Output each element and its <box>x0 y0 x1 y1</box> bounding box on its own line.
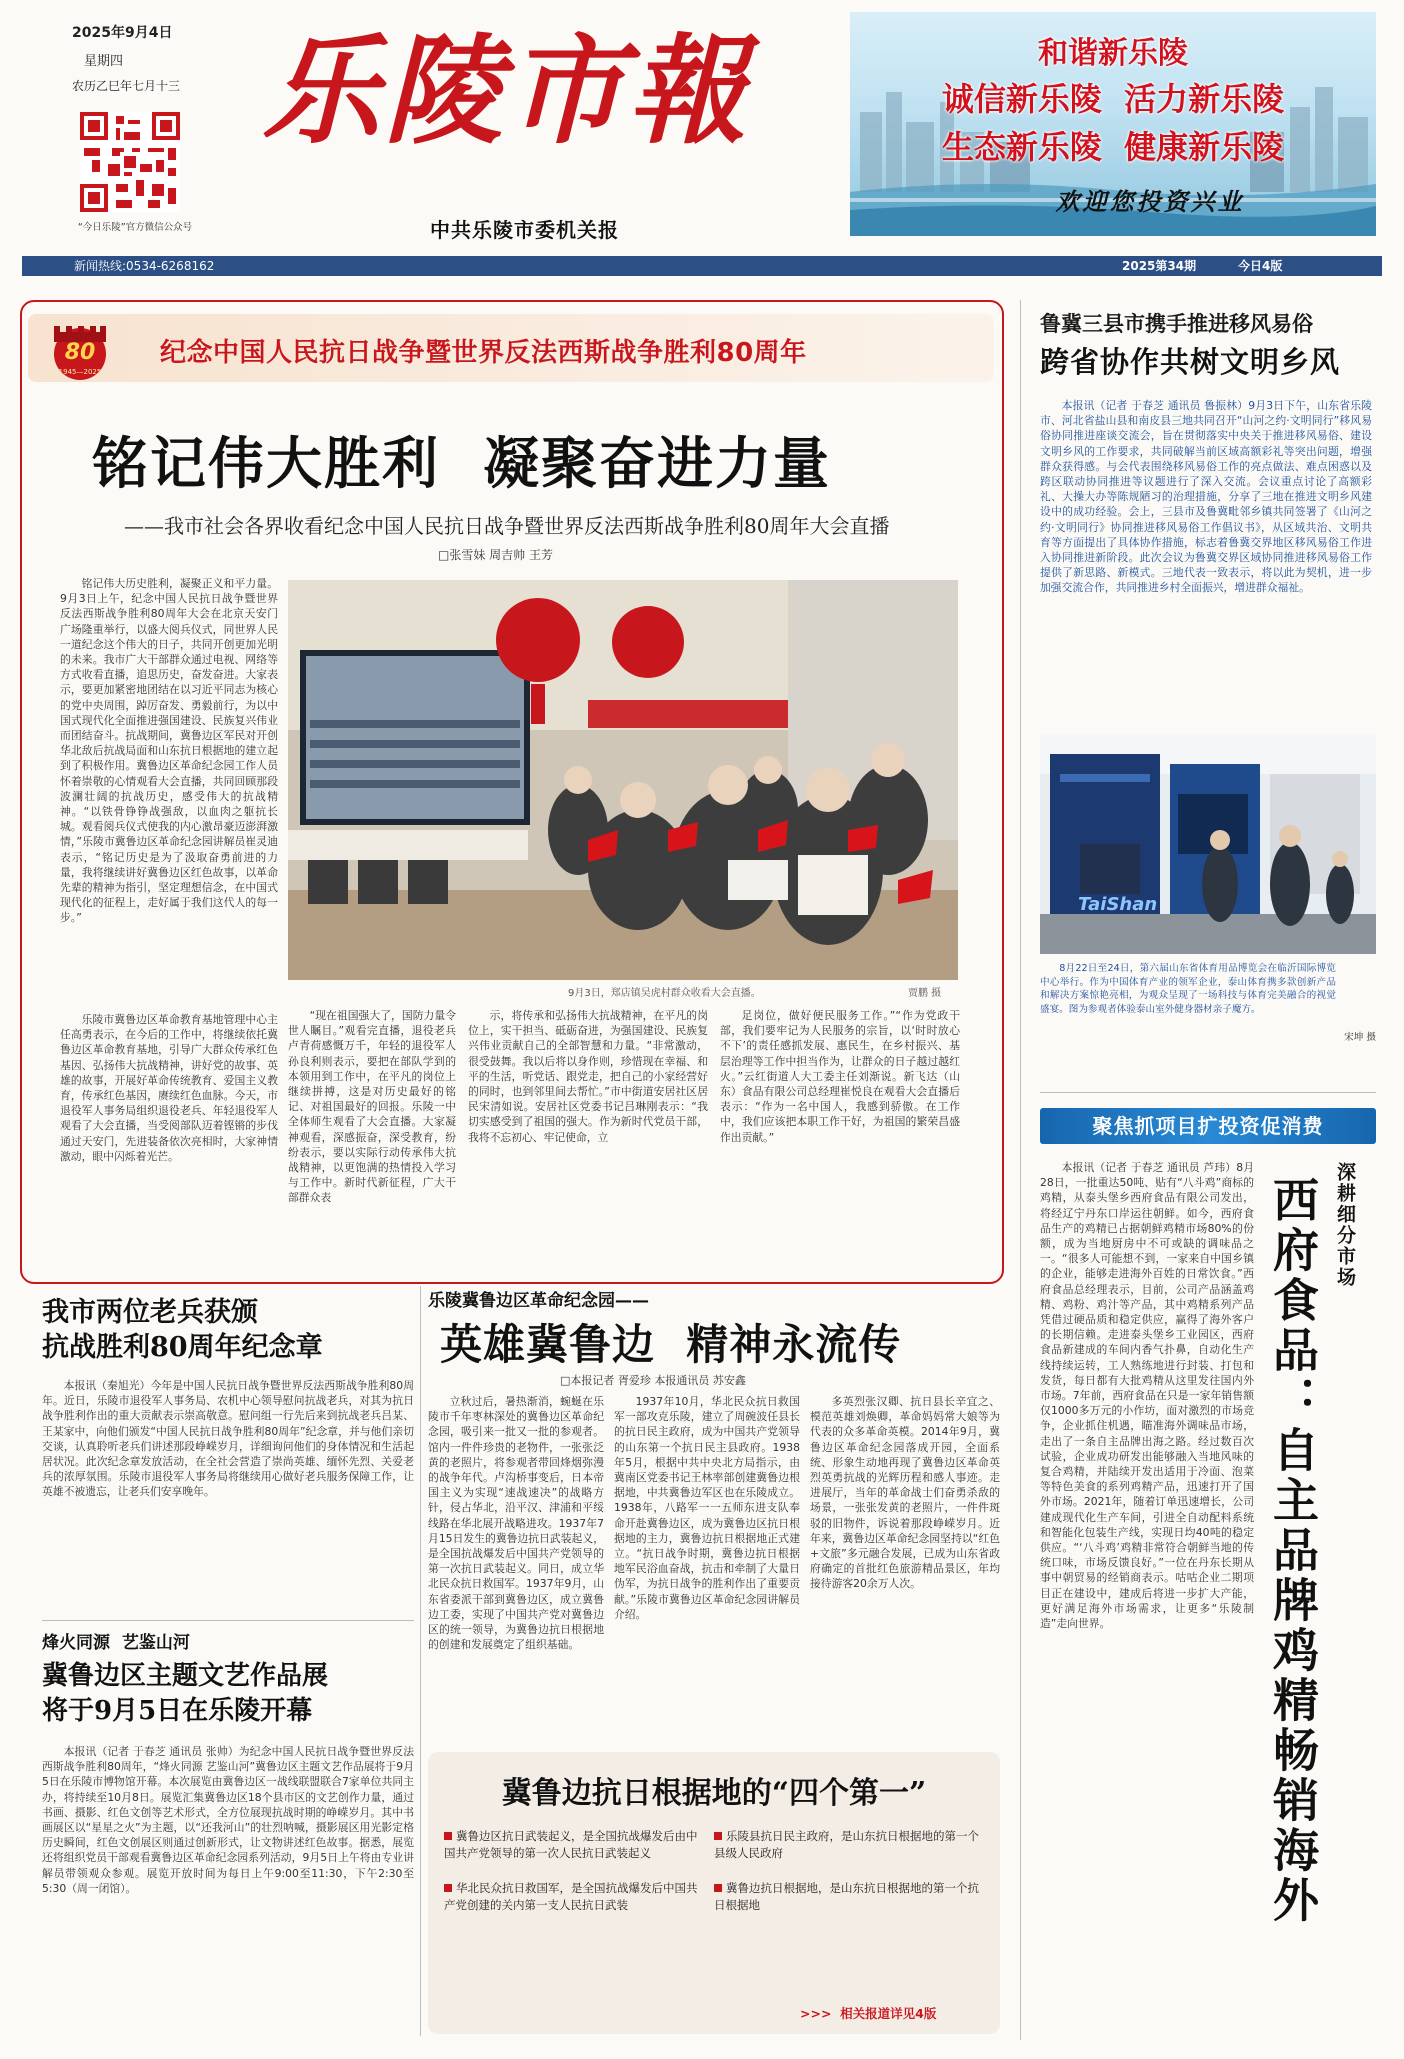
main-story-col2: “现在祖国强大了，国防力量令世人瞩目。”观看完直播，退役老兵卢青荷感慨万千，年轻的退役军人孙良利则表示，要把在部队学到的本领用到工作中，在平凡的岗位上继续拼搏，这是对历史最好的铭记、对祖国最好的回报。乐陵一中全体师生观看了大会直播。大家凝神观看，深感振奋，深受教育，纷纷表示，要以实际行动传承伟大抗战精神，以更饱满的热情投入学习与工作中。新时代新征程，广大干部群众表 <box>288 1009 456 1205</box>
main-story-col3: 示，将传承和弘扬伟大抗战精神，在平凡的岗位上，实干担当、砥砺奋进，为强国建设、民族复兴伟业贡献自己的全部智慧和力量。“非常激动，很受鼓舞。我以后将以身作则，珍惜现在幸福、和平的生活，听党话、跟党走，把自己的小家经营好的同时，也到邻里间去帮忙。”市中街道安居社区居民宋清如说。安居社区党委书记吕琳刚表示：“我切实感受到了祖国的强大。作为新时代党员干部，我将不忘初心、牢记使命，立 <box>468 1009 708 1144</box>
main-story-col4: 足岗位，做好便民服务工作。”“作为党政干部，我们要牢记为人民服务的宗旨，以‘时时放心不下’的责任感抓发展、惠民生，在乡村振兴、基层治理等工作中担当作为，让群众的日子越过越红火。”云红街道人大工委主任刘渐说。新飞达（山东）食品有限公司总经理崔悦良在观看大会直播后表示：“作为一名中国人，我感到骄傲。在工作中，我们应该把本职工作干好，为祖国的繁荣昌盛作出贡献。” <box>720 1009 960 1144</box>
info-bar <box>22 256 1382 276</box>
memorial-col3: 多英烈张汉卿、抗日县长辛宜之、模范英雄刘焕卿，革命妈妈常大娘等为代表的众多革命英模。2014年9月，冀鲁边区革命纪念园落成开园，全面系统、形象生动地再现了冀鲁边区革命英烈英勇抗战的光辉历程和感人事迹。走进展厅，当年的革命战士们奋勇杀敌的场景，一张张发黄的老照片，一件件斑驳的旧物件，诉说着那段峥嵘岁月。近年来，冀鲁边区革命纪念园坚持以“红色+文旅”多元融合发展，已成为山东省政府确定的首批红色旅游精品景区，年均接待游客20余万人次。 <box>810 1395 1000 1591</box>
right-top-body: 本报讯（记者 于春芝 通讯员 鲁振林）9月3日下午，山东省乐陵市、河北省盐山县和南皮县三地共同召开“山河之约·文明同行”移风易俗协同推进座谈交流会，旨在贯彻落实中央关于推进移风易俗、建设文明乡风的工作要求，共同破解当前区域高额彩礼等突出问题，增强群众获得感。与会代表围绕移风易俗工作的亮点做法、难点困惑以及跨区联动协同推进等议题进行了深入交流。会议重点讨论了高额彩礼、大操大办等陈规陋习的治理措施，分享了三地在推进文明乡风建设中的成功经验。会上，三县市及鲁冀毗邻乡镇共同签署了《山河之约·文明同行》协同推进移风易俗工作倡议书》，从区域共治、文明共育等方面提出了具体协作措施，标志着鲁冀交界地区移风易俗工作进入协同推进新阶段。此次会议为鲁冀交界区域协同推进移风易俗工作提供了新思路、新模式。三地代表一致表示，将以此为契机，进一步加强交流合作，共同推进乡村全面振兴，增进群众福祉。 <box>1040 399 1372 595</box>
four-firsts-item-3: 乐陵县抗日民主政府，是山东抗日根据地的第一个县级人民政府 <box>714 1829 979 1860</box>
culture-headline-2: 将于9月5日在乐陵开幕 <box>42 1696 313 1726</box>
qr-caption: “今日乐陵”官方微信公众号 <box>77 222 193 233</box>
bullet-square-icon <box>444 1832 452 1840</box>
issue-date: 2025年9月4日 <box>72 25 173 41</box>
expo-photo-caption <box>1040 962 1376 1046</box>
anniversary-badge <box>36 318 124 380</box>
expo-photo-caption-text: 8月22日至24日，第六届山东省体育用品博览会在临沂国际博览中心举行。作为中国体育产业的领军企业，泰山体育携多款创新产品和解决方案惊艳亮相，为观众呈现了一场科技与体育完美融合的视觉盛宴。图为参观者体验泰山室外健身器材亲子魔方。 <box>1040 963 1336 1015</box>
veterans-headline-2: 抗战胜利80周年纪念章 <box>42 1332 323 1363</box>
news-hotline: 新闻热线:0534-6268162 <box>74 259 215 273</box>
memorial-col1: 立秋过后，暑热渐消，蜿蜒在乐陵市千年枣林深处的冀鲁边区革命纪念园，吸引来一批又一批的参观者。馆内一件件珍贵的老物件，一张张泛黄的老照片，将参观者带回烽烟弥漫的战争年代。卢沟桥事变后，日本帝国主义为实现“速战速决”的战略方针，侵占华北，沿平汉、津浦和平绥线路在华北展开战略进攻。1937年7月15日发生的冀鲁边抗日武装起义，是全国抗战爆发后中国共产党领导的第一次抗日武装起义。同日，成立华北民众抗日救国军。1937年9月，山东省委派干部到冀鲁边区，成立冀鲁边工委，实现了中国共产党对冀鲁边区的统一领导，为冀鲁边抗日根据地的创建和发展奠定了组织基础。 <box>428 1395 604 1652</box>
main-story-col1-top: 铭记伟大历史胜利，凝聚正义和平力量。9月3日上午，纪念中国人民抗日战争暨世界反法西斯战争胜利80周年大会在北京天安门广场隆重举行，以盛大阅兵仪式，同世界人民一道纪念这个伟大的日子，共同开创更加光明的未来。我市广大干部群众通过电视、网络等方式收看直播，追思历史，奋发奋进。大家表示，要更加紧密地团结在以习近平同志为核心的党中央周围，踔厉奋发、勇毅前行，为以中国式现代化全面推进强国建设、民族复兴伟业而团结奋斗。抗战期间，冀鲁边区军民对开创华北敌后抗战局面和山东抗日根据地的建立起到了积极作用。冀鲁边区革命纪念园工作人员怀着崇敬的心情观看大会直播，共同回顾那段波澜壮阔的抗战历史，感受伟大的抗战精神。“以铁骨铮铮战强敌，以血肉之躯抗长城。观看阅兵仪式使我的内心激昂豪迈澎湃激情，”乐陵市冀鲁边区革命纪念园讲解员崔灵迪表示，“铭记历史是为了汲取奋勇前进的力量，我将继续讲好冀鲁边区红色故事，以革命先辈的精神为指引，坚定理想信念，在中国式现代化的征程上，走好属于我们这代人的每一步。” <box>60 577 278 925</box>
row-divider <box>42 1620 414 1621</box>
focus-banner <box>1040 1108 1376 1144</box>
badge-years: 1945—2025 <box>58 368 102 376</box>
four-firsts-item-1: 冀鲁边区抗日武装起义，是全国抗战爆发后由中国共产党领导的第一次人民抗日武装起义 <box>444 1829 698 1860</box>
right-top-kicker: 鲁冀三县市携手推进移风易俗 <box>1040 311 1313 336</box>
focus-vertical-headline: 西府食品：自主品牌鸡精畅销海外 <box>1266 1176 1320 1926</box>
ad-line-2: 诚信新乐陵 活力新乐陵 <box>941 80 1285 118</box>
memorial-kicker: 乐陵冀鲁边区革命纪念园—— <box>428 1291 649 1311</box>
main-photo-credit: 贾鹏 摄 <box>908 988 942 999</box>
column-divider <box>1020 300 1021 2040</box>
focus-banner-text: 聚焦抓项目扩投资促消费 <box>1092 1114 1324 1138</box>
memorial-headline: 英雄冀鲁边 精神永流传 <box>440 1320 902 1369</box>
ad-line-4: 欢迎您投资兴业 <box>1055 187 1245 216</box>
wechat-qr-code[interactable] <box>80 112 180 212</box>
lunar-date: 农历乙巳年七月十三 <box>72 79 181 93</box>
veterans-body: 本报讯（秦旭光）今年是中国人民抗日战争暨世界反法西斯战争胜利80周年。近日，乐陵市退役军人事务局、农机中心领导慰问抗战老兵，对其为抗日战争胜利作出的重大贡献表示崇高敬意。慰问组一行先后来到抗战老兵吕某、王某家中，向他们颁发“中国人民抗日战争胜利80周年”纪念章，并与他们亲切交谈，认真聆听老兵们讲述那段峥嵘岁月，详细询问他们的身体情况和生活起居状况。此次纪念章发放活动，在全社会营造了崇尚英雄、缅怀先烈、关爱老兵的浓厚氛围。乐陵市退役军人事务局将继续用心做好老兵服务保障工作，让英雄不被遗忘，让老兵们安享晚年。 <box>42 1379 414 1499</box>
bullet-square-icon <box>444 1884 452 1892</box>
veterans-headline-1: 我市两位老兵获颁 <box>42 1297 258 1328</box>
column-divider <box>420 1286 421 2036</box>
main-story-col1-bottom: 乐陵市冀鲁边区革命教育基地管理中心主任高勇表示，在今后的工作中，将继续依托冀鲁边区革命教育基地，引导广大群众传承红色基因、弘扬伟大抗战精神，讲好党的故事、英雄的故事，开展好革命传统教育、爱国主义教育，传承红色基因，赓续红色血脉。今天，市退役军人事务局组织退役老兵、年轻退役军人观看了大会直播，当受阅部队迈着铿锵的步伐通过天安门，先进装备依次亮相时，大家神情激动，眼中闪烁着光芒。 <box>60 1013 278 1163</box>
expo-photo <box>1040 734 1376 954</box>
ad-line-3: 生态新乐陵 健康新乐陵 <box>941 128 1285 166</box>
related-reports-link[interactable]: >>> 相关报道详见4版 <box>800 2006 937 2021</box>
weekday: 星期四 <box>84 54 124 69</box>
focus-side-label: 深耕细分市场 <box>1334 1162 1356 1288</box>
memorial-col2: 1937年10月，华北民众抗日救国军一部攻克乐陵，建立了周碗波任县长的抗日民主政府，成为中国共产党领导的山东第一个抗日民主县政府。1938年5月，根据中共中央北方局指示，由冀南区党委书记王林率部创建冀鲁边根据地，中共冀鲁边军区也在乐陵成立。1938年，八路军一一五师东进支队奉命开赴冀鲁边区，成为冀鲁边区抗日根据地的主力，冀鲁边抗日根据地正式建立。“抗日战争时期，冀鲁边抗日根据地军民浴血奋战，抗击和牵制了大量日伪军，为抗日战争的胜利作出了重要贡献。”乐陵市冀鲁边区革命纪念园讲解员介绍。 <box>614 1395 800 1621</box>
badge-number: 80 <box>64 340 96 365</box>
culture-body: 本报讯（记者 于春芝 通讯员 张帅）为纪念中国人民抗日战争暨世界反法西斯战争胜利80周年，“烽火同源 艺鉴山河”冀鲁边区主题文艺作品展将于9月5日在乐陵市博物馆开幕。本次展览由冀鲁边区一战线联盟联合7家单位共同主办，将持续至10月8日。展览汇集冀鲁边区18个县市区的文艺创作力量，通过书画、摄影、红色文创等艺术形式，全方位展现抗战时期的峥嵘岁月。其中书画展区以“星星之火”为主题，以“还我河山”的壮烈呐喊，摄影展区用光影定格历史瞬间，红色文创展区则通过创新形式，让文物讲述红色故事。据悉，展览还将组织党员干部观看冀鲁边区革命纪念园系列活动，9月5日上午将由专业讲解员带领观众参观。展览开放时间为每日上午9:00至11:30，下午2:30至5:30（周一闭馆）。 <box>42 1745 414 1895</box>
focus-body: 本报讯（记者 于春芝 通讯员 芦玮）8月28日，一批重达50吨、贴有“八斗鸡”商标的鸡精，从泰头堡乡西府食品有限公司发出，将经辽宁丹东口岸运往朝鲜。如今，西府食品生产的鸡精已占据朝鲜鸡精市场80%的份额，成为当地厨房中不可或缺的调味品之一。“很多人可能想不到，一家来自中国乡镇的企业，能够走进海外百姓的日常饮食。”西府食品总经理表示，目前，公司产品涵盖鸡精、鸡粉、鸡汁等产品，其中鸡精系列产品凭借过硬品质和稳定供应，赢得了海外客户的长期信赖。走进泰头堡乡工业园区，西府食品新建成的车间内香气扑鼻，自动化生产线持续运转，工人熟练地进行封装、打包和发货，每日都有大批鸡精从这里发往国内外市场。7年前，西府食品在只是一家年销售额仅1000多万元的小作坊，面对激烈的市场竞争，企业抓住机遇，瞄准海外调味品市场，走出了一条自主品牌出海之路。经过数百次试验，企业成功研发出能够融入当地风味的复合鸡精，并陆续开发出适用于冷面、泡菜等特色美食的系列鸡精产品，迅速打开了国外市场。2021年，随着订单迅速增长，公司建成现代化生产车间，引进全自动配料系统和智能化包装生产线，实现日均40吨的稳定供应。“‘八斗鸡’鸡精非常符合朝鲜当地的传统口味，市场反馈良好。”一位在丹东长期从事中朝贸易的经销商表示。咕咕企业二期项目正在建设中，建成后将进一步扩大产能，更好满足海外市场需求，让更多“乐陵制造”走向世界。 <box>1040 1161 1254 1631</box>
row-divider <box>1040 1092 1376 1093</box>
page-count: 今日4版 <box>1238 259 1283 273</box>
ad-line-1: 和谐新乐陵 <box>1038 36 1188 71</box>
memorial-byline: □本报记者 胥爱珍 本报通讯员 苏安鑫 <box>560 1374 746 1387</box>
main-photo-living-room <box>288 580 958 980</box>
main-byline: □张雪妹 周吉帅 王芳 <box>438 548 553 562</box>
four-firsts-item-4: 冀鲁边抗日根据地，是山东抗日根据地的第一个抗日根据地 <box>714 1881 979 1912</box>
four-firsts-item-2: 华北民众抗日救国军，是全国抗战爆发后中国共产党创建的关内第一支人民抗日武装 <box>444 1881 698 1912</box>
expo-photo-credit: 宋坤 摄 <box>1344 1031 1376 1043</box>
bullet-square-icon <box>714 1884 722 1892</box>
expo-photo-sign: TaiShan <box>1078 894 1158 915</box>
culture-headline-1: 冀鲁边区主题文艺作品展 <box>42 1661 329 1691</box>
main-headline: 铭记伟大胜利 凝聚奋进力量 <box>92 432 831 497</box>
newspaper-title: 乐陵市報 <box>262 21 751 160</box>
newspaper-subtitle: 中共乐陵市委机关报 <box>430 218 619 242</box>
main-subhead: ——我市社会各界收看纪念中国人民抗日战争暨世界反法西斯战争胜利80周年大会直播 <box>124 514 890 538</box>
issue-number: 2025第34期 <box>1122 259 1197 273</box>
main-photo-caption-text: 9月3日，郑店镇吴虎村群众收看大会直播。 <box>568 988 761 999</box>
culture-kicker: 烽火同源 艺鉴山河 <box>42 1633 190 1653</box>
investment-ad-banner <box>850 12 1376 236</box>
masthead-date-block <box>72 22 222 94</box>
anniversary-banner-text: 纪念中国人民抗日战争暨世界反法西斯战争胜利80周年 <box>160 338 807 368</box>
right-top-headline: 跨省协作共树文明乡风 <box>1040 345 1341 379</box>
four-firsts-title: 冀鲁边抗日根据地的“四个第一” <box>501 1776 927 1811</box>
bullet-square-icon <box>714 1832 722 1840</box>
